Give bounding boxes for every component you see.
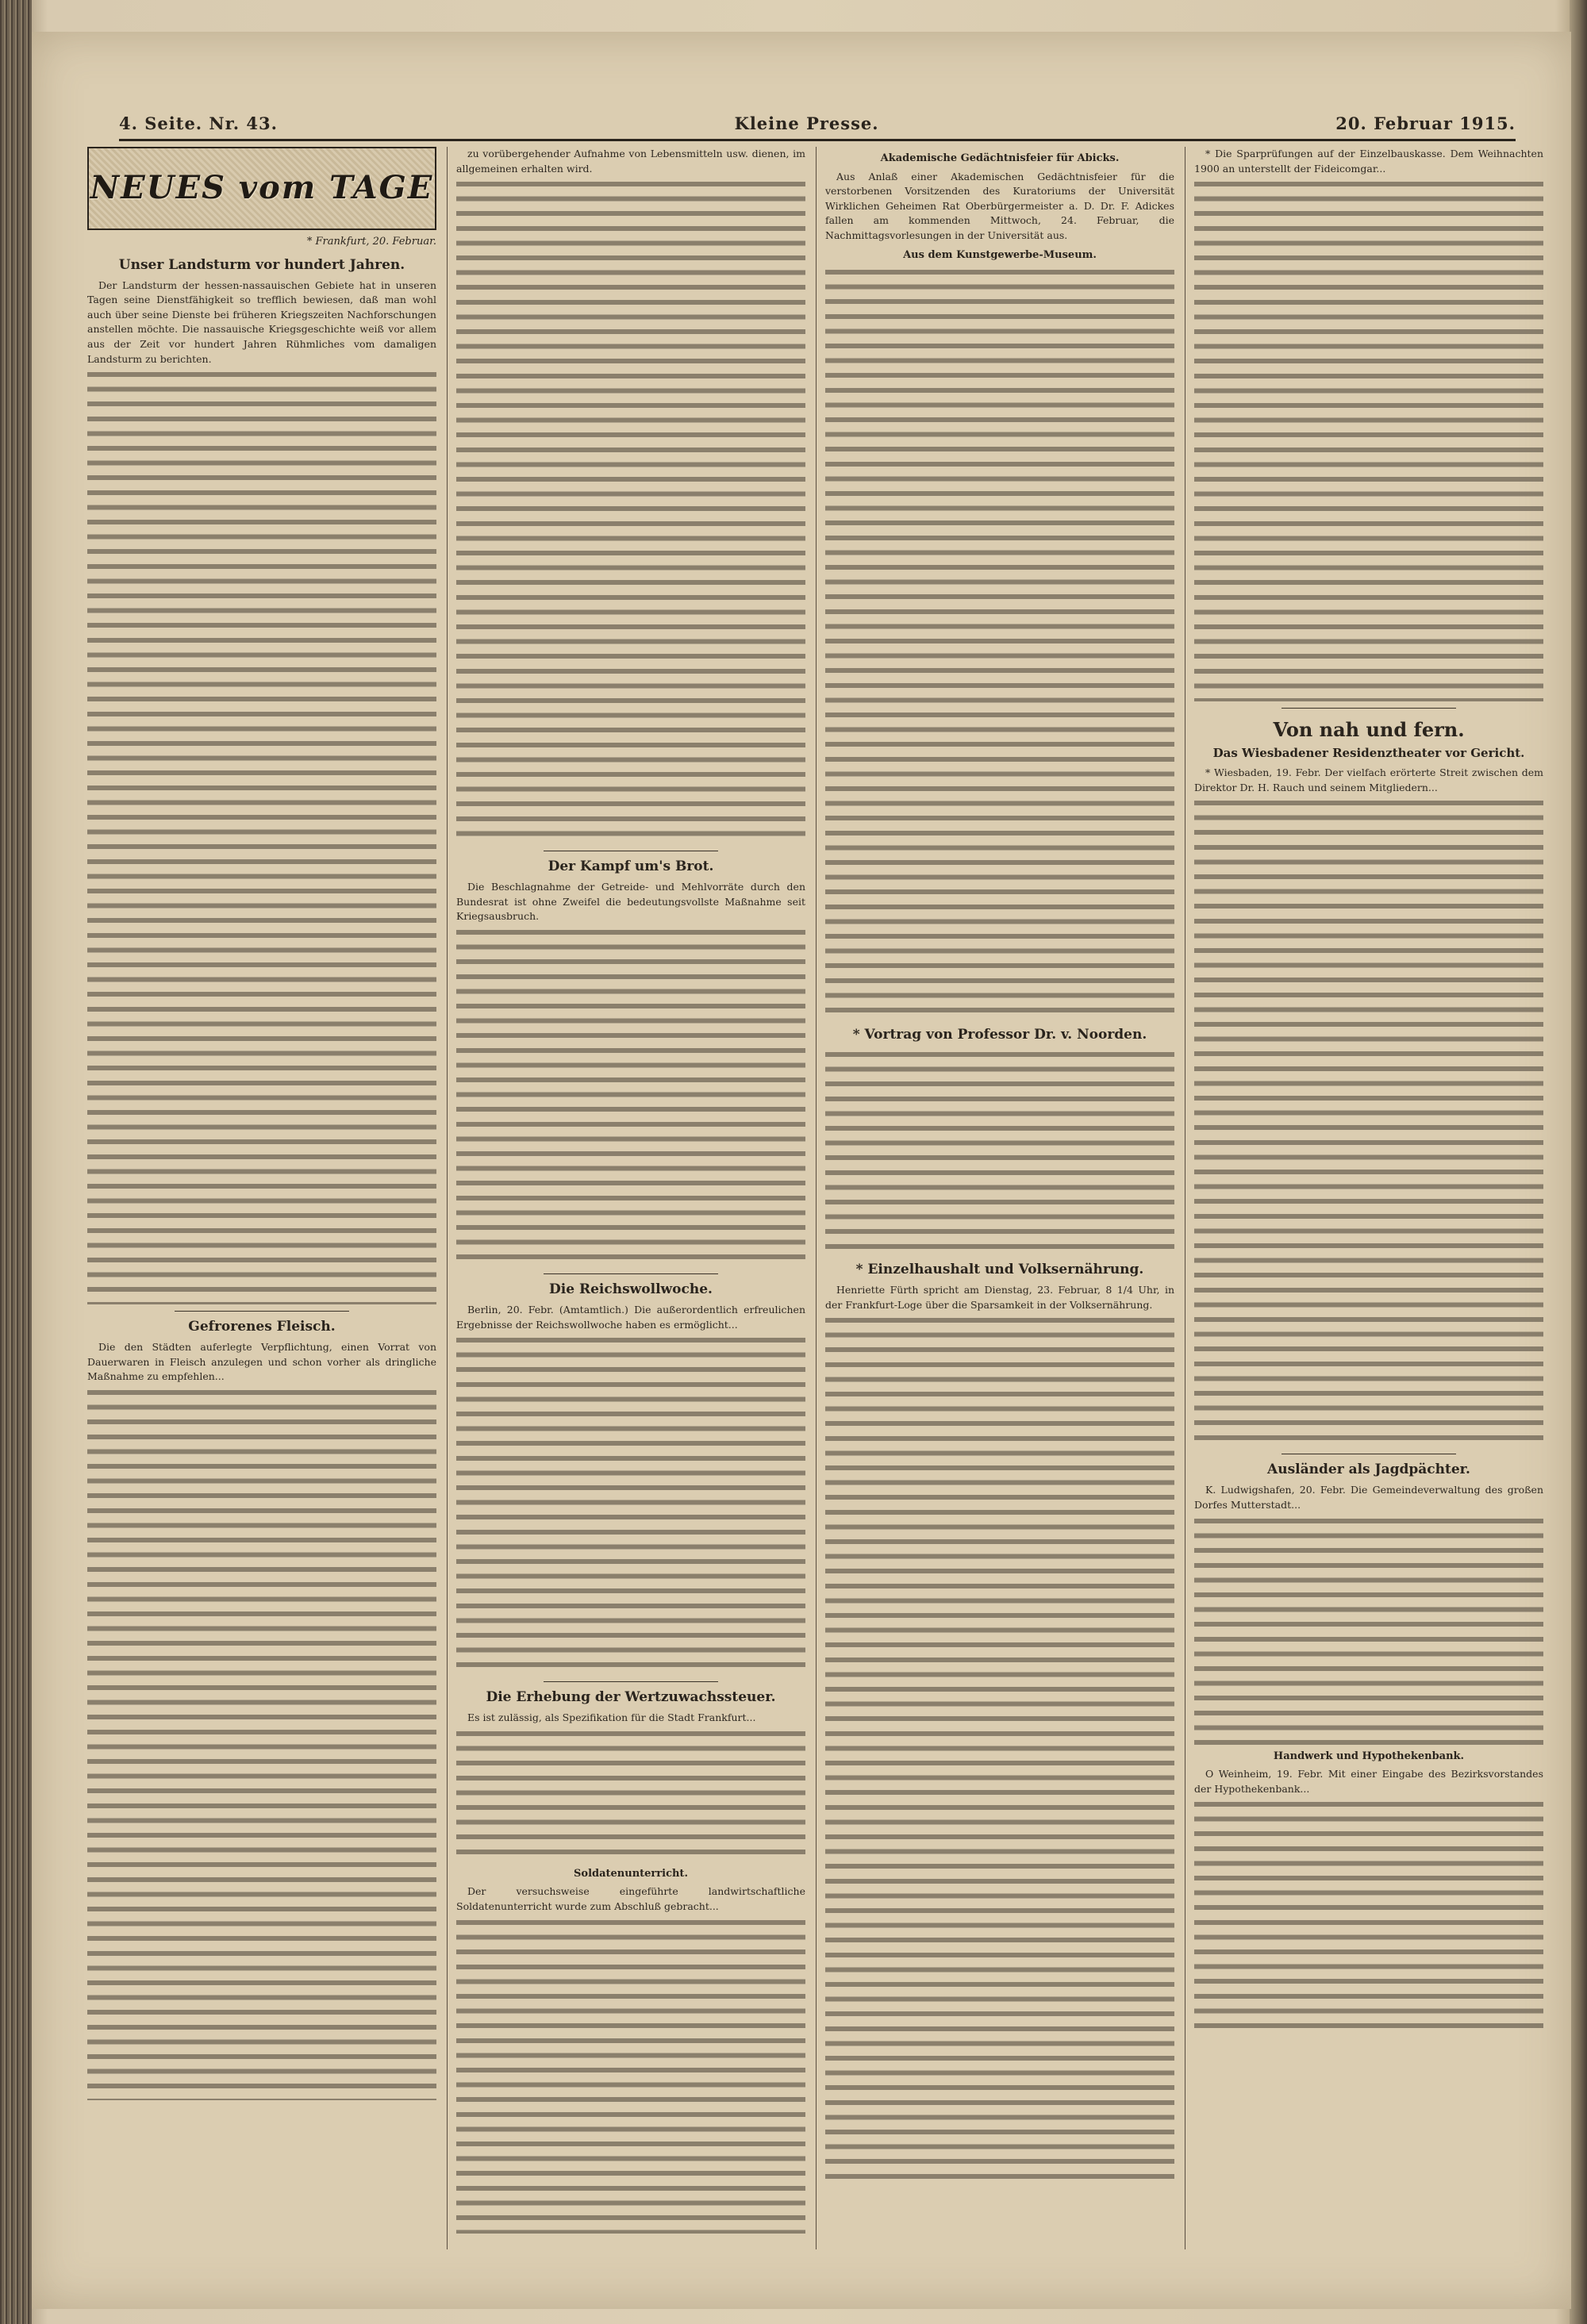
separator: [1282, 708, 1456, 709]
text-block: [825, 1314, 1174, 2187]
text-block: [1194, 1515, 1543, 1745]
article-title-landsturm: Unser Landsturm vor hundert Jahren.: [118, 256, 405, 273]
separator: [175, 1311, 349, 1312]
text-block: [1194, 1798, 1543, 2036]
issue-date: 20. Februar 1915.: [1335, 113, 1516, 133]
article-title-residenztheater: Das Wiesbadener Residenztheater vor Gericht.: [1212, 746, 1525, 761]
text-block: [456, 926, 805, 1267]
article-body-landsturm: Der Landsturm der hessen-nassauischen Gebiete hat in unseren Tagen seine Dienstfähigkeit so trefflich bewiesen, daß man wohl auch über seine Dienste bei früheren Kriegszeiten Nachforschungen anstellen möchte. Die nassauische Kriegsgeschichte weiß vor allem aus der Zeit vor hundert Jahren Rühmliches vom damaligen Landsturm zu berichten.: [87, 278, 436, 365]
section-head-soldaten: Soldatenunterricht.: [574, 1867, 688, 1880]
text-block: [456, 1916, 805, 2234]
page-edge: [1570, 0, 1587, 2324]
section-head-hypothekenbank: Handwerk und Hypothekenbank.: [1273, 1750, 1465, 1762]
text-block: [456, 178, 805, 844]
separator: [544, 1681, 718, 1682]
article-body-sparpruefungen: * Die Sparprüfungen auf der Einzelbauskasse. Dem Weihnachten 1900 an unterstellt der Fideicomgar...: [1194, 148, 1543, 175]
article-title-vortrag: * Vortrag von Professor Dr. v. Noorden.: [852, 1027, 1147, 1043]
text-block: [1194, 178, 1543, 701]
article-title-volksernaehrung: * Einzelhaushalt und Volksernährung.: [855, 1262, 1144, 1278]
column-3: [825, 147, 1174, 2249]
article-title-fleisch: Gefrorenes Fleisch.: [188, 1319, 336, 1335]
text-block: [456, 1334, 805, 1675]
article-body-fleisch: Die den Städten auferlegte Verpflichtung, einen Vorrat von Dauerwaren in Fleisch anzulegen und schon vorher als dringliche Maßnahme zu empfehlen...: [87, 1341, 436, 1383]
text-block: [825, 1048, 1174, 1254]
binding-spine: [0, 0, 32, 2324]
text-block: [825, 266, 1174, 1020]
text-block: [87, 368, 436, 1304]
article-body-hypothekenbank: O Weinheim, 19. Febr. Mit einer Eingabe des Bezirksvorstandes der Hypothekenbank...: [1194, 1768, 1543, 1795]
column-rule: [816, 147, 817, 2249]
separator: [544, 1273, 718, 1274]
article-body-jagdpaechter: K. Ludwigshafen, 20. Febr. Die Gemeindeverwaltung des großen Dorfes Mutterstadt...: [1194, 1484, 1543, 1511]
logo-text: NEUES vom TAGE: [90, 169, 434, 207]
article-body-wertzuwachssteuer: Es ist zulässig, als Spezifikation für die Stadt Frankfurt...: [467, 1711, 756, 1724]
article-body-soldaten: Der versuchsweise eingeführte landwirtschaftliche Soldatenunterricht wurde zum Abschluß gebracht...: [456, 1885, 805, 1912]
article-title-jagdpaechter: Ausländer als Jagdpächter.: [1267, 1462, 1470, 1478]
column-rule: [447, 147, 448, 2249]
text-block: [87, 1386, 436, 2100]
header-rule: [119, 139, 1516, 141]
column-4: [1194, 147, 1543, 2249]
text-block: [456, 1727, 805, 1862]
article-title-wertzuwachssteuer: Die Erhebung der Wertzuwachssteuer.: [486, 1689, 776, 1706]
section-logo: [87, 147, 436, 230]
section-head-museum: Aus dem Kunstgewerbe-Museum.: [903, 248, 1097, 261]
section-title-von-nah-und-fern: Von nah und fern.: [1273, 718, 1465, 742]
article-body-adickes: Aus Anlaß einer Akademischen Gedächtnisfeier für die verstorbenen Vorsitzenden des Kuratoriums der Universität Wirklichen Geheimen Rat Oberbürgermeister a. D. Dr. F. Adickes fallen am kommenden Mittwoch, 24. Februar, die Nachmittagsvorlesungen in der Universität aus.: [825, 170, 1174, 241]
article-body-continued: zu vorübergehender Aufnahme von Lebensmitteln usw. dienen, im allgemeinen erhalten wird.: [456, 148, 805, 175]
page-header: [119, 107, 1516, 139]
article-title-reichswollwoche: Die Reichswollwoche.: [549, 1281, 713, 1297]
paper-name: Kleine Presse.: [734, 113, 879, 133]
article-body-volksernaehrung: Henriette Fürth spricht am Dienstag, 23. Februar, 8 1/4 Uhr, in der Frankfurt-Loge über die Sparsamkeit in der Volksernährung.: [825, 1284, 1174, 1311]
article-body-brot: Die Beschlagnahme der Getreide- und Mehlvorräte durch den Bundesrat ist ohne Zweifel die bedeutungsvollste Maßnahme seit Kriegsausbruch.: [456, 881, 805, 923]
page-label: 4. Seite. Nr. 43.: [119, 113, 278, 133]
article-title-brot: Der Kampf um's Brot.: [548, 859, 714, 875]
dateline: * Frankfurt, 20. Februar.: [306, 236, 436, 248]
text-block: [1194, 797, 1543, 1447]
article-body-reichswollwoche: Berlin, 20. Febr. (Amtamtlich.) Die außerordentlich erfreulichen Ergebnisse der Reichswollwoche haben es ermöglicht...: [456, 1303, 805, 1331]
column-1: [87, 147, 436, 2249]
column-2: [456, 147, 805, 2249]
article-body-residenztheater: * Wiesbaden, 19. Febr. Der vielfach erörterte Streit zwischen dem Direktor Dr. H. Rauch und seinem Mitgliedern...: [1194, 766, 1543, 793]
section-head-adickes: Akademische Gedächtnisfeier für Abicks.: [880, 152, 1120, 164]
